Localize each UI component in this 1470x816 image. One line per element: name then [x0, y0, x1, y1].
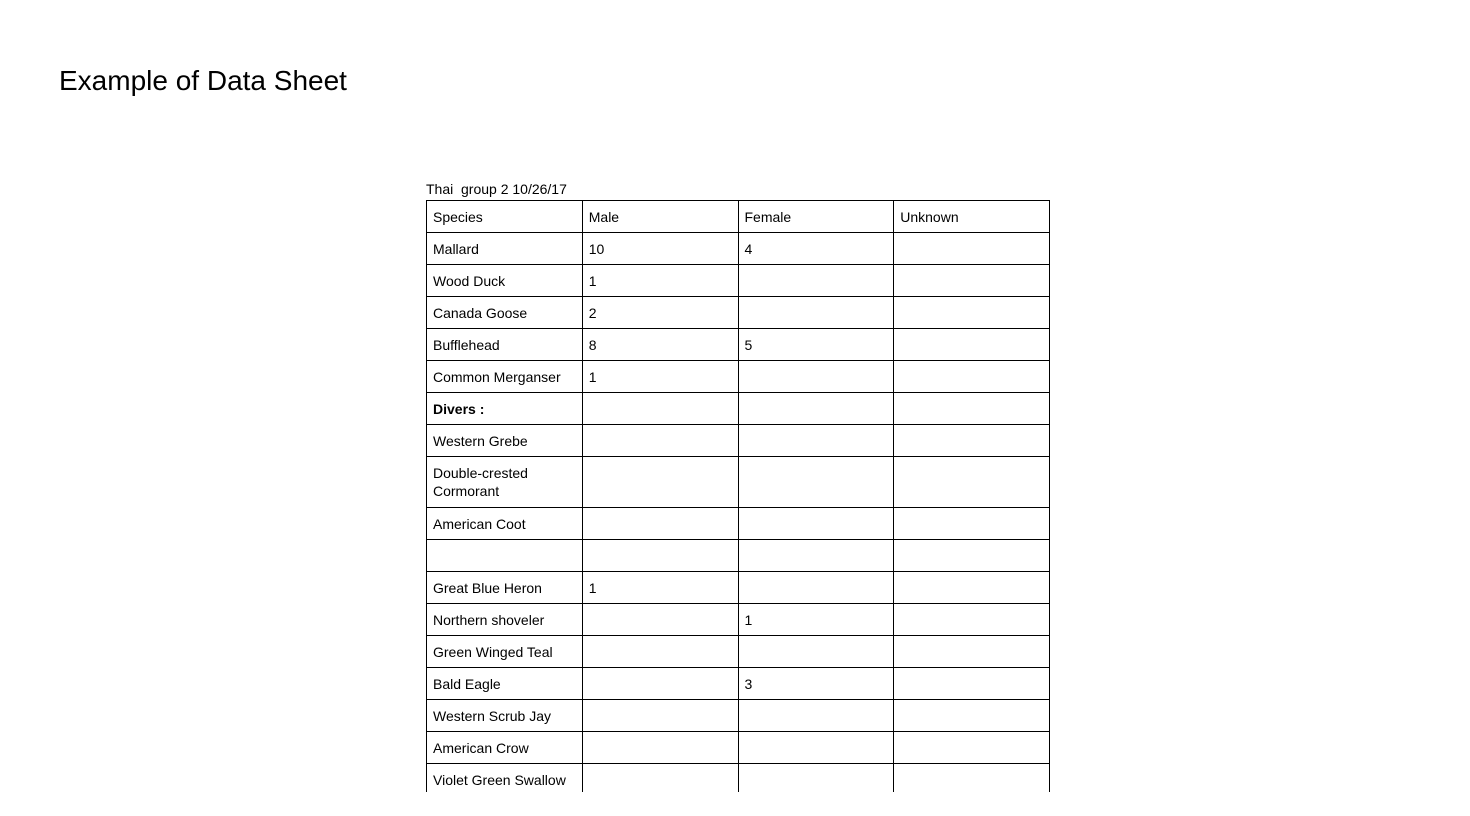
cell-species: Bufflehead: [427, 329, 583, 361]
cell-male: [582, 604, 738, 636]
cell-male: 1: [582, 361, 738, 393]
cell-female: [738, 361, 894, 393]
cell-male: 10: [582, 233, 738, 265]
table-row: [427, 233, 1050, 265]
cell-male: [582, 732, 738, 764]
cell-female: 1: [738, 604, 894, 636]
table-row: [427, 668, 1050, 700]
cell-male: [582, 457, 738, 508]
cell-unknown: [894, 393, 1050, 425]
cell-species: Common Merganser: [427, 361, 583, 393]
table-row: [427, 636, 1050, 668]
cell-species: American Coot: [427, 508, 583, 540]
cell-male: [582, 764, 738, 793]
cell-unknown: [894, 572, 1050, 604]
cell-unknown: [894, 732, 1050, 764]
table-row: [427, 732, 1050, 764]
cell-male: 8: [582, 329, 738, 361]
cell-female: 5: [738, 329, 894, 361]
cell-male: 2: [582, 297, 738, 329]
cell-male: [582, 636, 738, 668]
cell-unknown: [894, 764, 1050, 793]
cell-female: [738, 425, 894, 457]
column-header-male: Male: [582, 201, 738, 233]
cell-unknown: [894, 233, 1050, 265]
cell-male: [582, 700, 738, 732]
table-row: [427, 393, 1050, 425]
table-row: [427, 700, 1050, 732]
cell-male: [582, 393, 738, 425]
cell-unknown: [894, 508, 1050, 540]
cell-species: Green Winged Teal: [427, 636, 583, 668]
cell-female: [738, 265, 894, 297]
cell-male: 1: [582, 572, 738, 604]
table-row: [427, 329, 1050, 361]
table-header-row: [427, 201, 1050, 233]
sheet-caption: Thai group 2 10/26/17: [426, 181, 567, 197]
cell-species: Western Grebe: [427, 425, 583, 457]
cell-species: American Crow: [427, 732, 583, 764]
cell-female: [738, 297, 894, 329]
cell-female: [738, 732, 894, 764]
cell-female: [738, 540, 894, 572]
cell-female: [738, 457, 894, 508]
cell-female: 3: [738, 668, 894, 700]
table-row: [427, 265, 1050, 297]
cell-unknown: [894, 700, 1050, 732]
cell-unknown: [894, 297, 1050, 329]
data-sheet-table: [426, 200, 1050, 792]
column-header-species: Species: [427, 201, 583, 233]
cell-species: Violet Green Swallow: [427, 764, 583, 793]
cell-species: Mallard: [427, 233, 583, 265]
cell-species: Wood Duck: [427, 265, 583, 297]
table-row: [427, 297, 1050, 329]
table-row: [427, 540, 1050, 572]
table-row: [427, 457, 1050, 508]
cell-female: [738, 636, 894, 668]
cell-species: Divers :: [427, 393, 583, 425]
column-header-unknown: Unknown: [894, 201, 1050, 233]
cell-species: Northern shoveler: [427, 604, 583, 636]
cell-male: 1: [582, 265, 738, 297]
cell-female: [738, 764, 894, 793]
cell-unknown: [894, 540, 1050, 572]
table-row: [427, 425, 1050, 457]
cell-species: Great Blue Heron: [427, 572, 583, 604]
table-row: [427, 508, 1050, 540]
cell-male: [582, 540, 738, 572]
cell-unknown: [894, 636, 1050, 668]
data-sheet-viewport: [426, 200, 1050, 792]
cell-male: [582, 668, 738, 700]
cell-species: [427, 540, 583, 572]
slide-title: Example of Data Sheet: [59, 65, 347, 96]
cell-species: Western Scrub Jay: [427, 700, 583, 732]
cell-unknown: [894, 329, 1050, 361]
column-header-female: Female: [738, 201, 894, 233]
table-row: [427, 361, 1050, 393]
cell-female: [738, 700, 894, 732]
cell-unknown: [894, 604, 1050, 636]
cell-unknown: [894, 361, 1050, 393]
cell-male: [582, 425, 738, 457]
table-row: [427, 572, 1050, 604]
cell-species: Bald Eagle: [427, 668, 583, 700]
cell-male: [582, 508, 738, 540]
cell-female: [738, 508, 894, 540]
cell-female: [738, 393, 894, 425]
cell-unknown: [894, 668, 1050, 700]
table-row: [427, 604, 1050, 636]
table-row: [427, 764, 1050, 793]
cell-female: 4: [738, 233, 894, 265]
cell-unknown: [894, 425, 1050, 457]
cell-species: Canada Goose: [427, 297, 583, 329]
cell-species: Double-crested Cormorant: [427, 457, 583, 508]
cell-unknown: [894, 457, 1050, 508]
cell-female: [738, 572, 894, 604]
cell-unknown: [894, 265, 1050, 297]
